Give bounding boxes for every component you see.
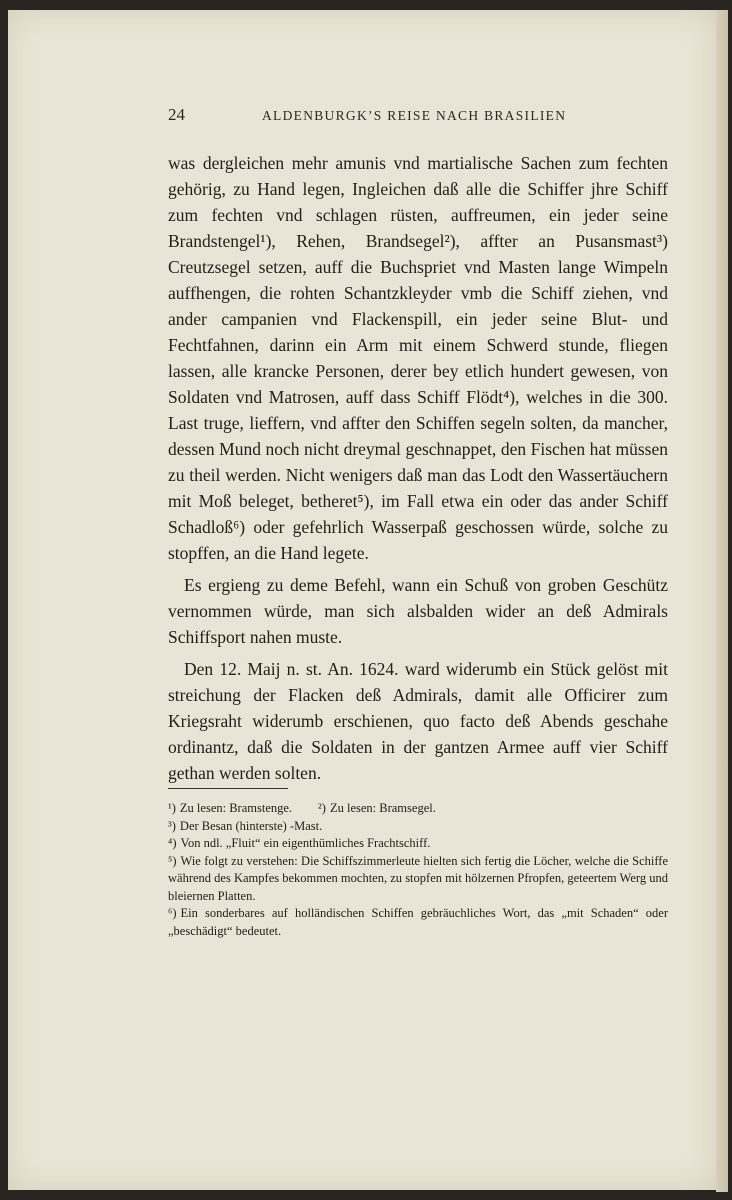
footnote-line — [168, 853, 668, 906]
footnotes — [168, 800, 668, 940]
footnote-text: Wie folgt zu verstehen: Die Schiffszimmerleute hielten sich fertig die Löcher, welche die Schiffe während des Kampfes bekommen mochten, zu stopfen mit hölzernen Pfropfen, geteertem Werg und bleiernen Platten. — [168, 853, 668, 903]
footnote-line — [168, 905, 668, 940]
footnote-text: Der Besan (hinterste) -Mast. — [179, 818, 323, 833]
footnote-text: Zu lesen: Bramsegel. — [329, 801, 436, 815]
footnote-marker: ³) — [168, 818, 176, 833]
running-title: ALDENBURGK’S REISE NACH BRASILIEN — [262, 108, 567, 123]
footnote-text: Ein sonderbares auf holländischen Schiffen gebräuchliches Wort, das „mit Schaden“ oder „beschädigt“ bedeutet. — [168, 906, 668, 938]
footnote-marker: ¹) — [168, 801, 176, 815]
footnote-line — [168, 818, 668, 836]
footnote-marker: ⁵) — [168, 853, 177, 868]
footnote-marker: ²) — [318, 801, 326, 815]
paragraph-3: Den 12. Maij n. st. An. 1624. ward widerumb ein Stück gelöst mit streichung der Flacken deß Admirals, damit alle Officirer zum Kriegsraht widerumb erschienen, quo facto deß Abends geschahe ordinantz, daß die Soldaten in der gantzen Armee auff vier Schiff gethan werden solten. — [168, 659, 668, 783]
footnote-line — [168, 800, 668, 818]
footnote-marker: ⁶) — [168, 906, 177, 920]
paragraph-1: was dergleichen mehr amunis vnd martialische Sachen zum fechten gehörig, zu Hand legen, Ingleichen daß alle die Schiffer jhre Schiff zum fechten vnd schlagen rüsten, auffreumen, ein jeder seine Brandstengel¹), Rehen, Brandsegel²), affter an Pusansmast³) Creutzsegel setzen, auff die Buchspriet vnd Masten lange Wimpeln auffhengen, die rohten Schantzkleyder vmb die Schiff ziehen, vnd ander campanien vnd Flackenspill, ein jeder seine Blut- und Fechtfahnen, darinn ein Arm mit einem Schwerd stunde, fliegen lassen, alle krancke Personen, derer bey etlich hundert gewesen, von Soldaten vnd Matrosen, auff dass Schiff Flödt⁴), welches in die 300. Last truge, lieffern, vnd affter den Schiffen segeln solten, da mancher, dessen Mund noch nicht dreymal geschnappet, den Fischen hat müssen zu theil werden. Nicht wenigers daß man das Lodt den Wassertäuchern mit Moß beleget, betheret⁵), im Fall etwa ein oder das ander Schiff Schadloß⁶) oder gefehrlich Wasserpaß geschossen würde, solche zu stopffen, an die Hand legete. — [168, 153, 668, 563]
paragraph-2: Es ergieng zu deme Befehl, wann ein Schuß von groben Geschütz vernommen würde, man sich alsbalden wider an deß Admirals Schiffsport nahen muste. — [168, 575, 668, 647]
footnote-rule — [168, 788, 288, 789]
footnote-text: Von ndl. „Fluit“ ein eigenthümliches Frachtschiff. — [180, 836, 431, 850]
footnote-text: Zu lesen: Bramstenge. — [179, 801, 293, 815]
body-text — [168, 150, 668, 786]
page-number: 24 — [168, 105, 185, 124]
page-edge — [716, 10, 728, 1192]
footnote-marker: ⁴) — [168, 836, 177, 850]
footnote-line — [168, 835, 668, 853]
